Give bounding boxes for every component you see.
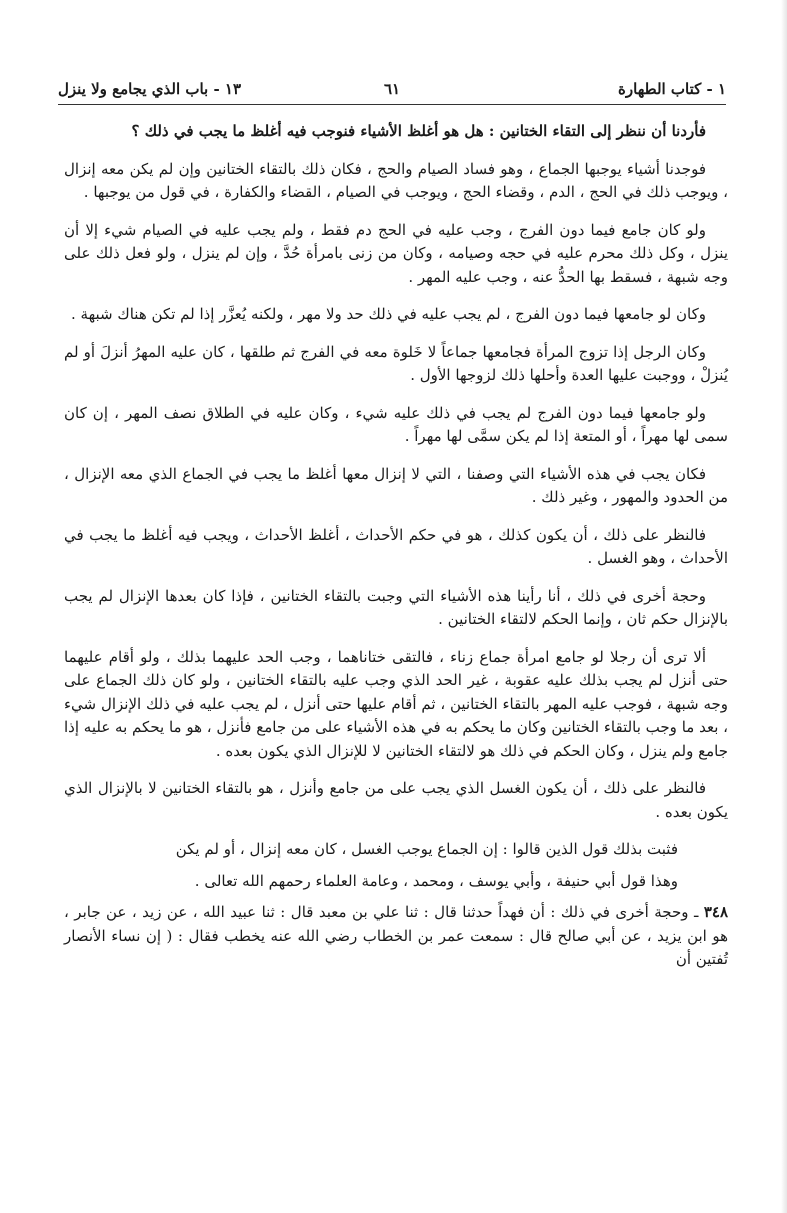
hadith-entry (64, 901, 728, 972)
conclusion-line: وهذا قول أبي حنيفة ، وأبي يوسف ، ومحمد ، وعامة العلماء رحمهم الله تعالى . (194, 871, 678, 890)
page-body (64, 120, 728, 986)
paragraph: ولو كان جامع فيما دون الفرج ، وجب عليه في الحج دم فقط ، ولم يجب عليه في الصيام شيء إلا أن ينزل ، وكل ذلك محرم عليه في حجه وصيامه ، وكان من زنى بامرأة حُدَّ ، وإن لم ينزل ، ولو فعل ذلك على وجه شبهة ، فسقط بها الحدُّ عنه ، وجب عليه المهر . (64, 220, 728, 286)
chapter-title: ١ - كتاب الطهارة (618, 80, 726, 98)
header-rule (58, 104, 726, 105)
section-title: ١٣ - باب الذي يجامع ولا ينزل (58, 80, 242, 98)
paragraph: فكان يجب في هذه الأشياء التي وصفنا ، التي لا إنزال معها أغلظ ما يجب في الجماع الذي معه الإنزال ، من الحدود والمهور ، وغير ذلك . (64, 464, 728, 506)
page-number: ٦١ (383, 80, 401, 98)
paragraph: فالنظر على ذلك ، أن يكون كذلك ، هو في حكم الأحداث ، أغلظ الأحداث ، ويجب فيه أغلظ ما يجب في الأحداث ، وهو الغسل . (64, 525, 728, 567)
paragraph: فأردنا أن ننظر إلى التقاء الختانين : هل هو أغلظ الأشياء فنوجب فيه أغلظ ما يجب في ذلك ؟ (131, 122, 706, 140)
paragraph: ألا ترى أن رجلا لو جامع امرأة جماع زناء ، فالتقى ختاناهما ، وجب الحد عليهما بذلك ، ولو أقام عليهما حتى أنزل لم يجب بذلك عليه عقوبة ، غير الحد الذي وجب عليه بالتقاء الختانين ، ولو كان ذلك الجماع على وجه شبهة ، فوجب عليه المهر بالتقاء الختانين ، ثم أقام عليها حتى أنزل ، لم يجب عليه في ذلك الإنزال شيء ، بعد ما وجب بالتقاء الختانين وكان ما يحكم به في هذه الأشياء على من جامع فأنزل ، هو ما يحكم به عليه إذا جامع ولم ينزل ، وكان الحكم في ذلك هو لالتقاء الختانين لا للإنزال الذي يكون بعده . (64, 647, 728, 760)
paragraph: فوجدنا أشياء يوجبها الجماع ، وهو فساد الصيام والحج ، فكان ذلك بالتقاء الختانين وإن لم يكن معه إنزال ، ويوجب ذلك في الحج ، الدم ، وقضاء الحج ، ويوجب في الصيام ، القضاء والكفارة ، في قول من يوجبها . (64, 159, 728, 201)
page-edge-shadow (781, 0, 787, 1213)
paragraph: وكان الرجل إذا تزوج المرأة فجامعها جماعاً لا خَلوة معه في الفرج ثم طلقها ، كان عليه المهرُ أنزلَ أو لم يُنزلْ ، ووجبت عليها العدة وأحلها ذلك لزوجها الأول . (64, 342, 728, 384)
paragraph: وكان لو جامعها فيما دون الفرج ، لم يجب عليه في ذلك حد ولا مهر ، ولكنه يُعزَّر إذا لم تكن هناك شبهة . (71, 305, 706, 323)
paragraph: وحجة أخرى في ذلك ، أنا رأينا هذه الأشياء التي وجبت بالتقاء الختانين ، فإذا كان بعدها الإنزال لم يجب بالإنزال حكم ثان ، وإنما الحكم لالتقاء الختانين . (64, 586, 728, 628)
hadith-number: ٣٤٨ (703, 903, 728, 921)
paragraph: فالنظر على ذلك ، أن يكون الغسل الذي يجب على من جامع وأنزل ، هو بالتقاء الختانين لا بالإنزال الذي يكون بعده . (64, 779, 728, 821)
paragraph: ولو جامعها فيما دون الفرج لم يجب في ذلك عليه شيء ، وكان عليه في الطلاق نصف المهر ، إن كان سمى لها مهراً ، أو المتعة إذا لم يكن سمَّى لها مهراً . (64, 403, 728, 445)
hadith-text: ـ وحجة أخرى في ذلك : أن فهداً حدثنا قال : ثنا علي بن معبد قال : ثنا عبيد الله ، عن زيد ، عن جابر ، هو ابن يزيد ، عن أبي صالح قال : سمعت عمر بن الخطاب رضي الله عنه يخطب فقال : ( إن نساء الأنصار تُفتين أن (64, 903, 728, 968)
conclusion-line: فثبت بذلك قول الذين قالوا : إن الجماع يوجب الغسل ، كان معه إنزال ، أو لم يكن (175, 840, 678, 858)
running-header (58, 80, 726, 102)
